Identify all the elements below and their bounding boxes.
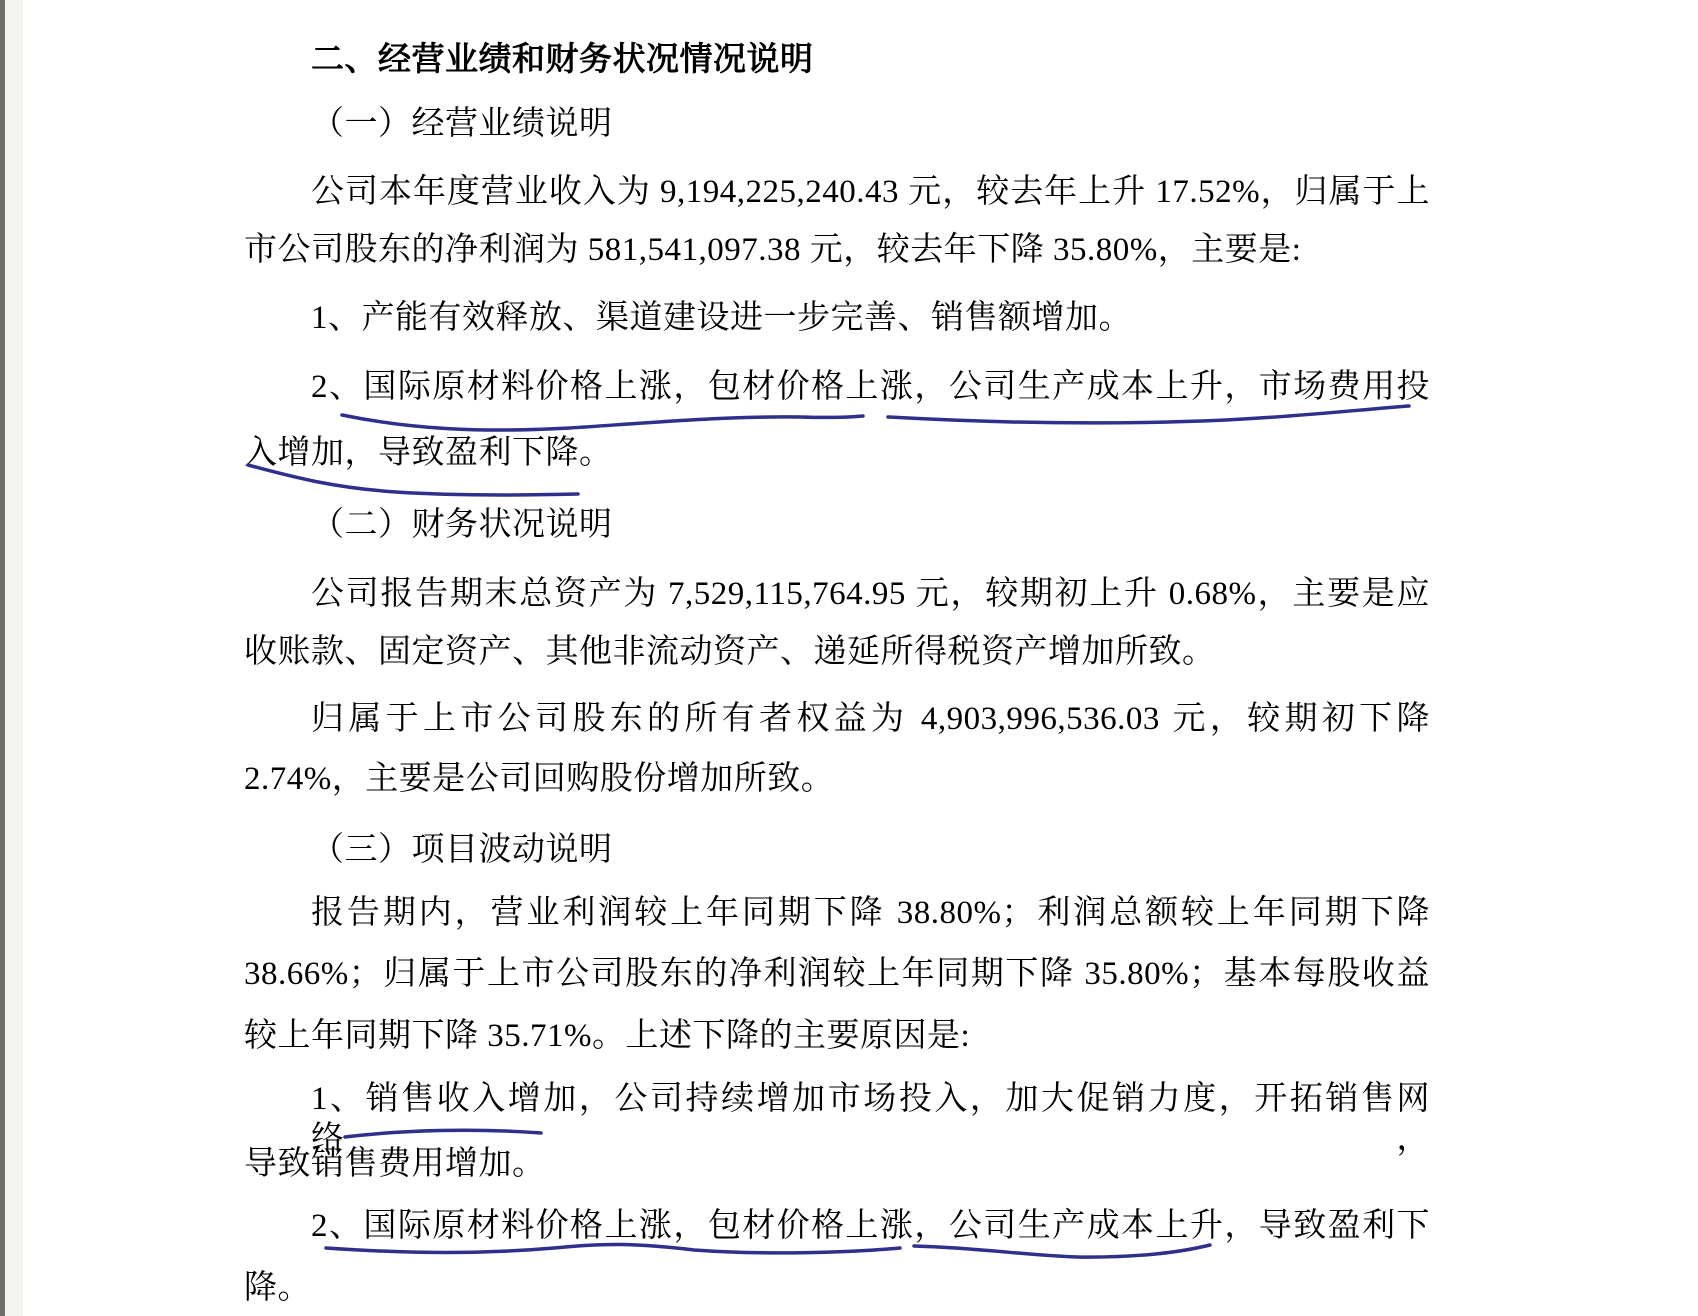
text-line: 降。 xyxy=(244,1270,311,1306)
text-line: 较上年同期下降 35.71%。上述下降的主要原因是: xyxy=(244,1018,971,1054)
text-line: 报告期内，营业利润较上年同期下降 38.80%；利润总额较上年同期下降 xyxy=(311,895,1430,931)
page-margin-strip xyxy=(5,0,23,1316)
text-line: 归属于上市公司股东的所有者权益为 4,903,996,536.03 元，较期初下降 xyxy=(311,701,1430,737)
text-line: 1、产能有效释放、渠道建设进一步完善、销售额增加。 xyxy=(311,300,1132,336)
text-line: 收账款、固定资产、其他非流动资产、递延所得税资产增加所致。 xyxy=(244,634,1216,670)
text-line: 公司报告期末总资产为 7,529,115,764.95 元，较期初上升 0.68%，主要是应 xyxy=(311,576,1430,612)
text-line: 1、销售收入增加，公司持续增加市场投入，加大促销力度，开拓销售网络， xyxy=(311,1081,1430,1158)
text-line: 2.74%，主要是公司回购股份增加所致。 xyxy=(244,761,835,797)
sub-heading: （二）财务状况说明 xyxy=(311,507,613,543)
text-line: 38.66%；归属于上市公司股东的净利润较上年同期下降 35.80%；基本每股收益 xyxy=(244,956,1430,992)
sub-heading: （三）项目波动说明 xyxy=(311,832,613,868)
text-line: 2、国际原材料价格上涨，包材价格上涨，公司生产成本上升，导致盈利下 xyxy=(311,1208,1430,1244)
text-line: 入增加，导致盈利下降。 xyxy=(244,435,613,471)
text-line: 公司本年度营业收入为 9,194,225,240.43 元，较去年上升 17.52%，归属于上 xyxy=(311,174,1430,210)
sub-heading: （一）经营业绩说明 xyxy=(311,106,613,142)
document-page[interactable] xyxy=(23,0,1698,1316)
section-heading: 二、经营业绩和财务状况情况说明 xyxy=(311,42,814,78)
text-line: 2、国际原材料价格上涨，包材价格上涨，公司生产成本上升，市场费用投 xyxy=(311,369,1430,405)
text-line: 市公司股东的净利润为 581,541,097.38 元，较去年下降 35.80%，主要是: xyxy=(244,232,1302,268)
text-line: 导致销售费用增加。 xyxy=(244,1146,546,1182)
